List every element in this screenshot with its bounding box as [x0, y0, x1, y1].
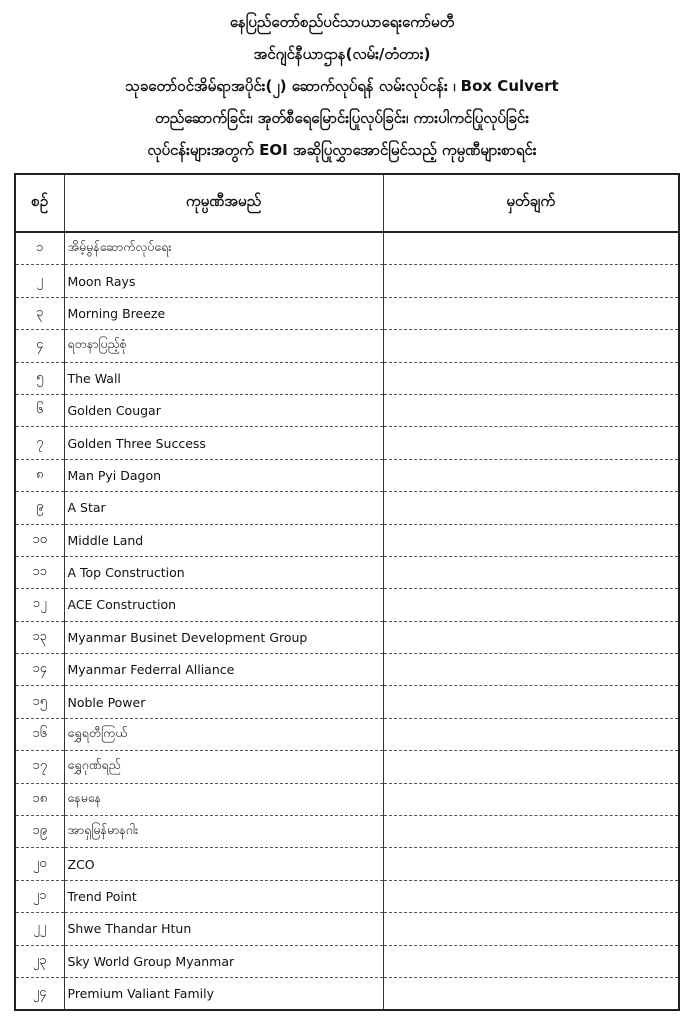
table-header-row: [15, 174, 679, 232]
table-row: [15, 880, 679, 912]
document-heading: [0, 6, 684, 166]
row-number: ၅: [15, 362, 64, 394]
remark-cell: [383, 913, 679, 945]
company-name: Man Pyi Dagon: [64, 459, 383, 491]
company-name: A Star: [64, 492, 383, 524]
remark-cell: [383, 556, 679, 588]
heading-line-department: အင်ဂျင်နီယာဌာန(လမ်း/တံတား): [253, 45, 431, 63]
company-name: ရတနာပြည့်စုံ: [64, 330, 383, 362]
row-number: ၁၃: [15, 621, 64, 653]
table-row: [15, 621, 679, 653]
row-number: ၂၄: [15, 977, 64, 1010]
heading-line-committee: နေပြည်တော်စည်ပင်သာယာရေးကော်မတီ: [229, 13, 455, 31]
company-name: Golden Cougar: [64, 394, 383, 426]
row-number: ၂၀: [15, 848, 64, 880]
table-row: [15, 686, 679, 718]
remark-cell: [383, 394, 679, 426]
heading-line-works: တည်ဆောက်ခြင်း၊ အုတ်စီရေမြောင်းပြုလုပ်ခြင်း၊ ကားပါကင်ပြုလုပ်ခြင်း: [154, 109, 530, 127]
table-row: [15, 654, 679, 686]
company-name: Golden Three Success: [64, 427, 383, 459]
table-row: [15, 977, 679, 1010]
remark-cell: [383, 330, 679, 362]
heading-line-list-title: လုပ်ငန်းများအတွက် EOI အဆိုပြုလွှာအောင်မြင်သည့် ကုမ္ပဏီများစာရင်း: [147, 141, 537, 159]
table-row: [15, 362, 679, 394]
remark-cell: [383, 232, 679, 265]
company-name: နေမနေ: [64, 783, 383, 815]
table-row: [15, 751, 679, 783]
table-row: [15, 524, 679, 556]
remark-cell: [383, 977, 679, 1010]
row-number: ၁၂: [15, 589, 64, 621]
table-row: [15, 330, 679, 362]
table-row: [15, 913, 679, 945]
row-number: ၁၈: [15, 783, 64, 815]
column-header-no: စဉ်: [15, 174, 64, 232]
company-name: Morning Breeze: [64, 297, 383, 329]
row-number: ၆: [15, 394, 64, 426]
table-row: [15, 427, 679, 459]
row-number: ၁၅: [15, 686, 64, 718]
row-number: ၁၀: [15, 524, 64, 556]
row-number: ၂၂: [15, 913, 64, 945]
remark-cell: [383, 751, 679, 783]
remark-cell: [383, 816, 679, 848]
remark-cell: [383, 718, 679, 750]
table-row: [15, 297, 679, 329]
row-number: ၁၇: [15, 751, 64, 783]
company-name: Myanmar Businet Development Group: [64, 621, 383, 653]
company-name: Myanmar Federral Alliance: [64, 654, 383, 686]
remark-cell: [383, 265, 679, 297]
company-name: Moon Rays: [64, 265, 383, 297]
table-row: [15, 589, 679, 621]
company-name: A Top Construction: [64, 556, 383, 588]
table-row: [15, 556, 679, 588]
remark-cell: [383, 654, 679, 686]
company-name: ရွှေရတီကြယ်: [64, 718, 383, 750]
company-name: အိမ့်မွန်ဆောက်လုပ်ရေး: [64, 232, 383, 265]
remark-cell: [383, 524, 679, 556]
column-header-company: ကုမ္ပဏီအမည်: [64, 174, 383, 232]
company-list-table: [14, 173, 680, 1011]
row-number: ၇: [15, 427, 64, 459]
company-name: ACE Construction: [64, 589, 383, 621]
remark-cell: [383, 297, 679, 329]
remark-cell: [383, 686, 679, 718]
table-row: [15, 718, 679, 750]
row-number: ၈: [15, 459, 64, 491]
table-row: [15, 492, 679, 524]
table-row: [15, 459, 679, 491]
row-number: ၄: [15, 330, 64, 362]
company-name: Shwe Thandar Htun: [64, 913, 383, 945]
company-name: အာရှမြန်မာနဂါး: [64, 816, 383, 848]
column-header-remark: မှတ်ချက်: [383, 174, 679, 232]
table-row: [15, 783, 679, 815]
row-number: ၁၆: [15, 718, 64, 750]
remark-cell: [383, 848, 679, 880]
heading-line-project: သုခတော်ဝင်အိမ်ရာအပိုင်း(၂) ဆောက်လုပ်ရန် လမ်းလုပ်ငန်း ၊ Box Culvert: [125, 77, 559, 95]
table-row: [15, 848, 679, 880]
row-number: ၁၉: [15, 816, 64, 848]
company-name: ရွှေဂုဏ်ရည်: [64, 751, 383, 783]
table-row: [15, 394, 679, 426]
remark-cell: [383, 492, 679, 524]
row-number: ၂၁: [15, 880, 64, 912]
company-name: ZCO: [64, 848, 383, 880]
remark-cell: [383, 427, 679, 459]
table-row: [15, 232, 679, 265]
remark-cell: [383, 621, 679, 653]
remark-cell: [383, 459, 679, 491]
row-number: ၁၄: [15, 654, 64, 686]
row-number: ၉: [15, 492, 64, 524]
row-number: ၁: [15, 232, 64, 265]
remark-cell: [383, 362, 679, 394]
company-name: Trend Point: [64, 880, 383, 912]
row-number: ၂: [15, 265, 64, 297]
company-name: Middle Land: [64, 524, 383, 556]
company-name: Sky World Group Myanmar: [64, 945, 383, 977]
row-number: ၂၃: [15, 945, 64, 977]
table-row: [15, 816, 679, 848]
remark-cell: [383, 589, 679, 621]
table-row: [15, 945, 679, 977]
company-name: Noble Power: [64, 686, 383, 718]
table-row: [15, 265, 679, 297]
remark-cell: [383, 783, 679, 815]
row-number: ၁၁: [15, 556, 64, 588]
row-number: ၃: [15, 297, 64, 329]
company-name: The Wall: [64, 362, 383, 394]
remark-cell: [383, 880, 679, 912]
company-name: Premium Valiant Family: [64, 977, 383, 1010]
remark-cell: [383, 945, 679, 977]
